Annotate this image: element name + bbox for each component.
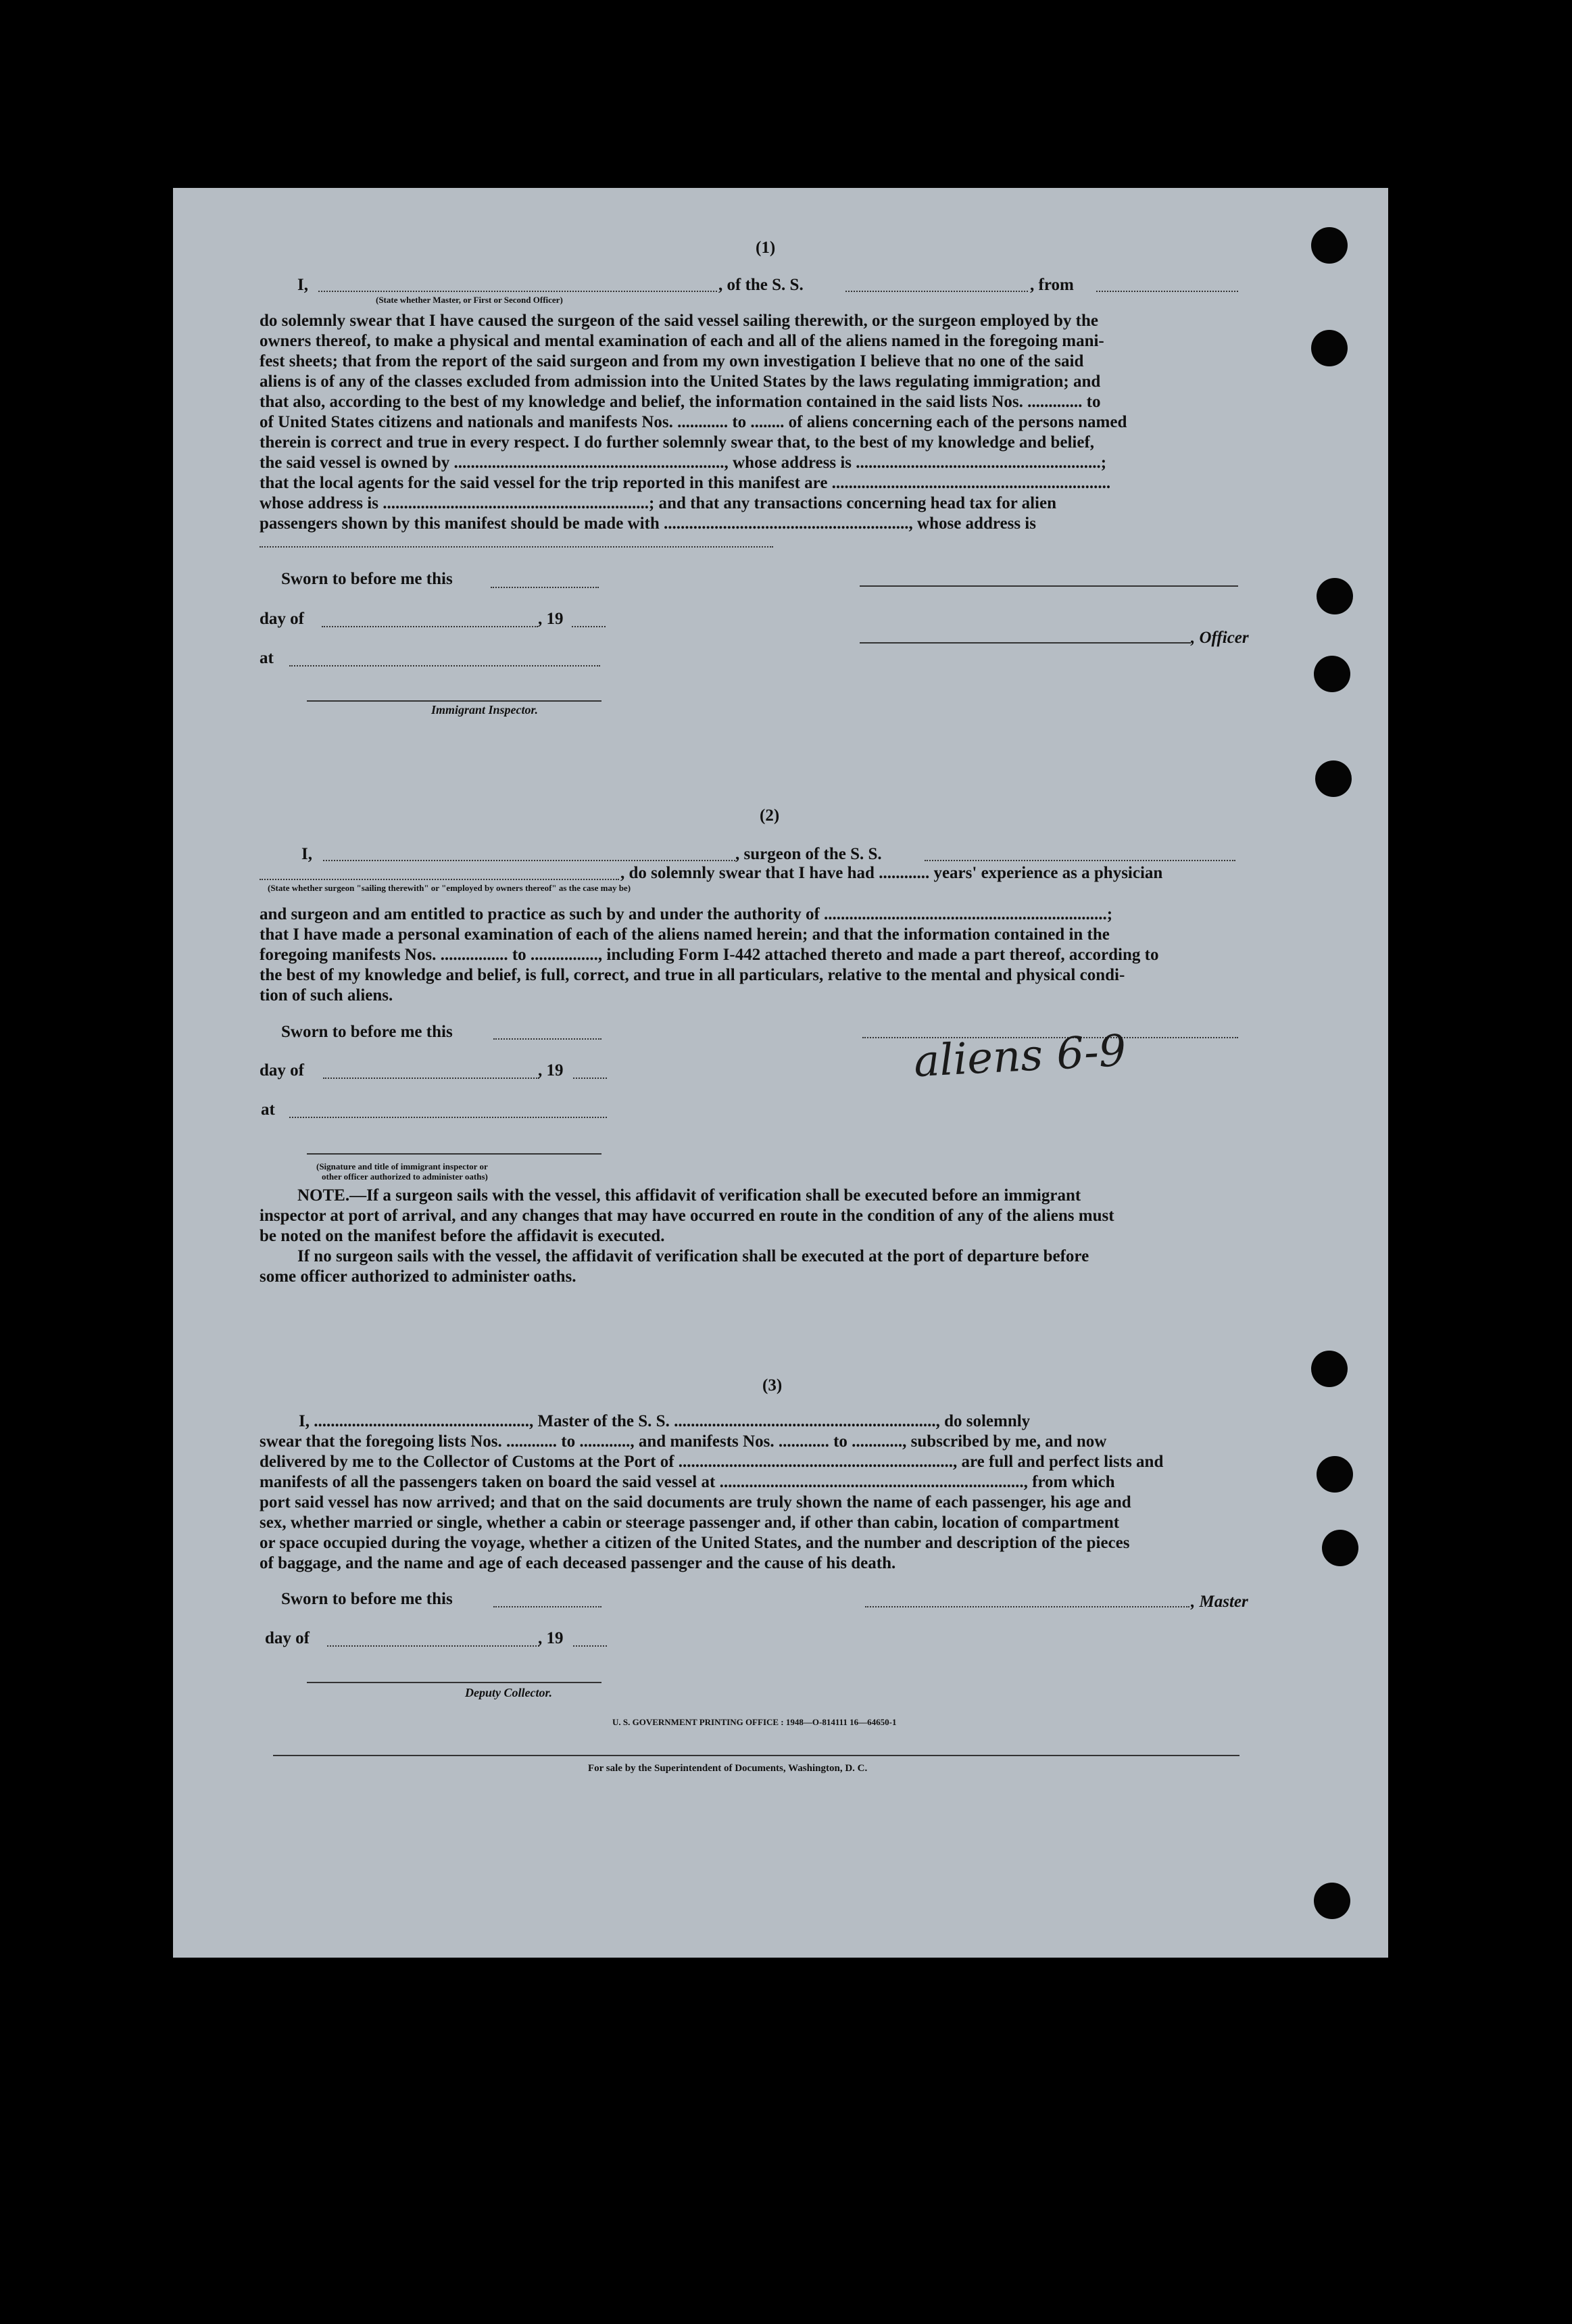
blank-field bbox=[491, 587, 599, 588]
blank-field bbox=[845, 291, 1028, 292]
blank-field bbox=[572, 626, 606, 627]
sale-notice: For sale by the Superintendent of Documents, Washington, D. C. bbox=[588, 1763, 868, 1774]
section3-body bbox=[260, 1411, 1241, 1574]
blank-field bbox=[260, 879, 619, 880]
year-label: , 19 bbox=[538, 1629, 564, 1647]
blank-field bbox=[260, 546, 773, 548]
body-line: do solemnly swear that I have caused the surgeon of the said vessel sailing therewith, or the surgeon employed by the bbox=[260, 312, 1098, 330]
body-line: the said vessel is owned by ................................................................, whose address is ..........................................................; bbox=[260, 454, 1107, 472]
surgeon-note: (State whether surgeon "sailing therewith" or "employed by owners thereof" as the case may be) bbox=[268, 883, 631, 893]
blank-field bbox=[573, 1645, 607, 1647]
punch-hole bbox=[1314, 656, 1350, 692]
officer-label: , Officer bbox=[1191, 629, 1249, 647]
body-line: whose address is ...............................................................; and that any transactions concerning head tax for alien bbox=[260, 494, 1056, 512]
signature-note: (Signature and title of immigrant inspector or bbox=[316, 1161, 488, 1171]
deputy-signature-line bbox=[307, 1682, 601, 1683]
body-line: that the local agents for the said vessel for the trip reported in this manifest are .................................................................. bbox=[260, 474, 1111, 492]
body-line: tion of such aliens. bbox=[260, 986, 393, 1004]
master-label: , Master bbox=[1191, 1593, 1248, 1611]
punch-hole bbox=[1311, 330, 1348, 366]
section-number: (2) bbox=[760, 806, 780, 825]
body-line: of United States citizens and nationals and manifests Nos. ............ to ........ of aliens concerning each of the persons named bbox=[260, 413, 1127, 431]
blank-field bbox=[318, 291, 717, 292]
sworn-label: Sworn to before me this bbox=[281, 570, 453, 588]
punch-hole bbox=[1314, 1883, 1350, 1919]
sworn-label: Sworn to before me this bbox=[281, 1590, 453, 1608]
footer-rule bbox=[273, 1755, 1239, 1756]
ss-label: , of the S. S. bbox=[718, 276, 804, 294]
body-line: aliens is of any of the classes excluded from admission into the United States by the laws regulating immigration; and bbox=[260, 372, 1101, 391]
deputy-caption: Deputy Collector. bbox=[465, 1686, 552, 1699]
note-block bbox=[260, 1186, 1241, 1287]
blank-field bbox=[493, 1038, 601, 1040]
punch-hole bbox=[1311, 1351, 1348, 1387]
body-line: fest sheets; that from the report of the said surgeon and from my own investigation I believe that no one of the said bbox=[260, 352, 1084, 370]
from-label: , from bbox=[1030, 276, 1074, 294]
oath-intro: I, bbox=[301, 845, 312, 863]
blank-field bbox=[327, 1645, 539, 1647]
body-line: passengers shown by this manifest should be made with .........................................................., whose address is bbox=[260, 514, 1036, 533]
body-line: delivered by me to the Collector of Customs at the Port of ................................................................., are full and perfect lists and bbox=[260, 1453, 1164, 1471]
body-line: foregoing manifests Nos. ................ to ................, including Form I-442 attached thereto and made a part thereof, according to bbox=[260, 946, 1159, 964]
blank-field bbox=[322, 626, 538, 627]
body-line: swear that the foregoing lists Nos. ............ to ............, and manifests Nos. ............ to ............, subscribed by me, and now bbox=[260, 1432, 1107, 1451]
note-line: some officer authorized to administer oaths. bbox=[260, 1267, 576, 1286]
blank-field bbox=[573, 1078, 607, 1079]
sworn-label: Sworn to before me this bbox=[281, 1023, 453, 1041]
day-of-label: day of bbox=[265, 1629, 310, 1647]
manifest-page bbox=[173, 188, 1388, 1958]
punch-hole bbox=[1311, 227, 1348, 264]
note-line: NOTE.—If a surgeon sails with the vessel, this affidavit of verification shall be executed before an immigrant bbox=[297, 1186, 1081, 1205]
year-label: , 19 bbox=[538, 610, 564, 628]
body-line: sex, whether married or single, whether a cabin or steerage passenger and, if other than cabin, location of compartment bbox=[260, 1514, 1120, 1532]
section1-body bbox=[260, 311, 1241, 534]
inspector-caption: Immigrant Inspector. bbox=[431, 703, 539, 717]
body-line: that I have made a personal examination of each of the aliens named herein; and that the information contained in the bbox=[260, 925, 1110, 944]
body-line: owners thereof, to make a physical and mental examination of each and all of the aliens named in the foregoing mani- bbox=[260, 332, 1104, 350]
at-label: at bbox=[260, 649, 274, 667]
printing-office: U. S. GOVERNMENT PRINTING OFFICE : 1948—O-814111 16—64650-1 bbox=[612, 1717, 897, 1727]
year-label: , 19 bbox=[538, 1061, 564, 1080]
punch-hole bbox=[1317, 578, 1353, 614]
handwritten-annotation: aliens 6-9 bbox=[912, 1025, 1128, 1088]
body-line: and surgeon and am entitled to practice as such by and under the authority of ...................................................................; bbox=[260, 905, 1113, 923]
blank-field bbox=[925, 860, 1235, 861]
section2-body bbox=[260, 904, 1241, 1006]
note-line: be noted on the manifest before the affidavit is executed. bbox=[260, 1227, 665, 1245]
blank-field bbox=[289, 1117, 607, 1118]
inspector-signature-line bbox=[307, 700, 601, 702]
section-number: (3) bbox=[762, 1376, 783, 1395]
blank-field bbox=[289, 665, 600, 667]
blank-field bbox=[1096, 291, 1238, 292]
inspector-signature-line bbox=[307, 1153, 601, 1155]
blank-field bbox=[323, 860, 735, 861]
punch-hole bbox=[1317, 1456, 1353, 1493]
officer-signature-line bbox=[860, 585, 1238, 587]
surgeon-label: , surgeon of the S. S. bbox=[735, 845, 882, 863]
blank-field bbox=[493, 1606, 601, 1607]
section-number: (1) bbox=[756, 239, 776, 257]
body-line: of baggage, and the name and age of each deceased passenger and the cause of his death. bbox=[260, 1554, 896, 1572]
blank-field bbox=[323, 1078, 539, 1079]
punch-hole bbox=[1315, 760, 1352, 797]
officer-title-line bbox=[860, 642, 1191, 644]
body-line: I, ..................................................., Master of the S. S. .............................................................., do solemnly bbox=[299, 1412, 1031, 1430]
signature-note: other officer authorized to administer oaths) bbox=[322, 1171, 488, 1182]
oath-intro: I, bbox=[297, 276, 308, 294]
day-of-label: day of bbox=[260, 1061, 304, 1080]
master-signature-line bbox=[865, 1606, 1189, 1607]
body-line: port said vessel has now arrived; and that on the said documents are truly shown the name of each passenger, his age and bbox=[260, 1493, 1131, 1511]
body-line: that also, according to the best of my knowledge and belief, the information contained in the said lists Nos. ............. to bbox=[260, 393, 1101, 411]
body-line: manifests of all the passengers taken on board the said vessel at ........................................................................, from which bbox=[260, 1473, 1115, 1491]
punch-hole bbox=[1322, 1530, 1358, 1566]
note-line: inspector at port of arrival, and any changes that may have occurred en route in the condition of any of the aliens must bbox=[260, 1207, 1114, 1225]
body-line: the best of my knowledge and belief, is full, correct, and true in all particulars, relative to the mental and physical condi- bbox=[260, 966, 1125, 984]
note-line: If no surgeon sails with the vessel, the affidavit of verification shall be executed at the port of departure before bbox=[297, 1247, 1089, 1265]
experience-line: , do solemnly swear that I have had ............ years' experience as a physician bbox=[620, 864, 1163, 882]
body-line: therein is correct and true in every respect. I do further solemnly swear that, to the best of my knowledge and belief, bbox=[260, 433, 1095, 452]
day-of-label: day of bbox=[260, 610, 304, 628]
officer-note: (State whether Master, or First or Second Officer) bbox=[376, 295, 563, 305]
body-line: or space occupied during the voyage, whether a citizen of the United States, and the number and description of the pieces bbox=[260, 1534, 1130, 1552]
at-label: at bbox=[261, 1100, 275, 1119]
